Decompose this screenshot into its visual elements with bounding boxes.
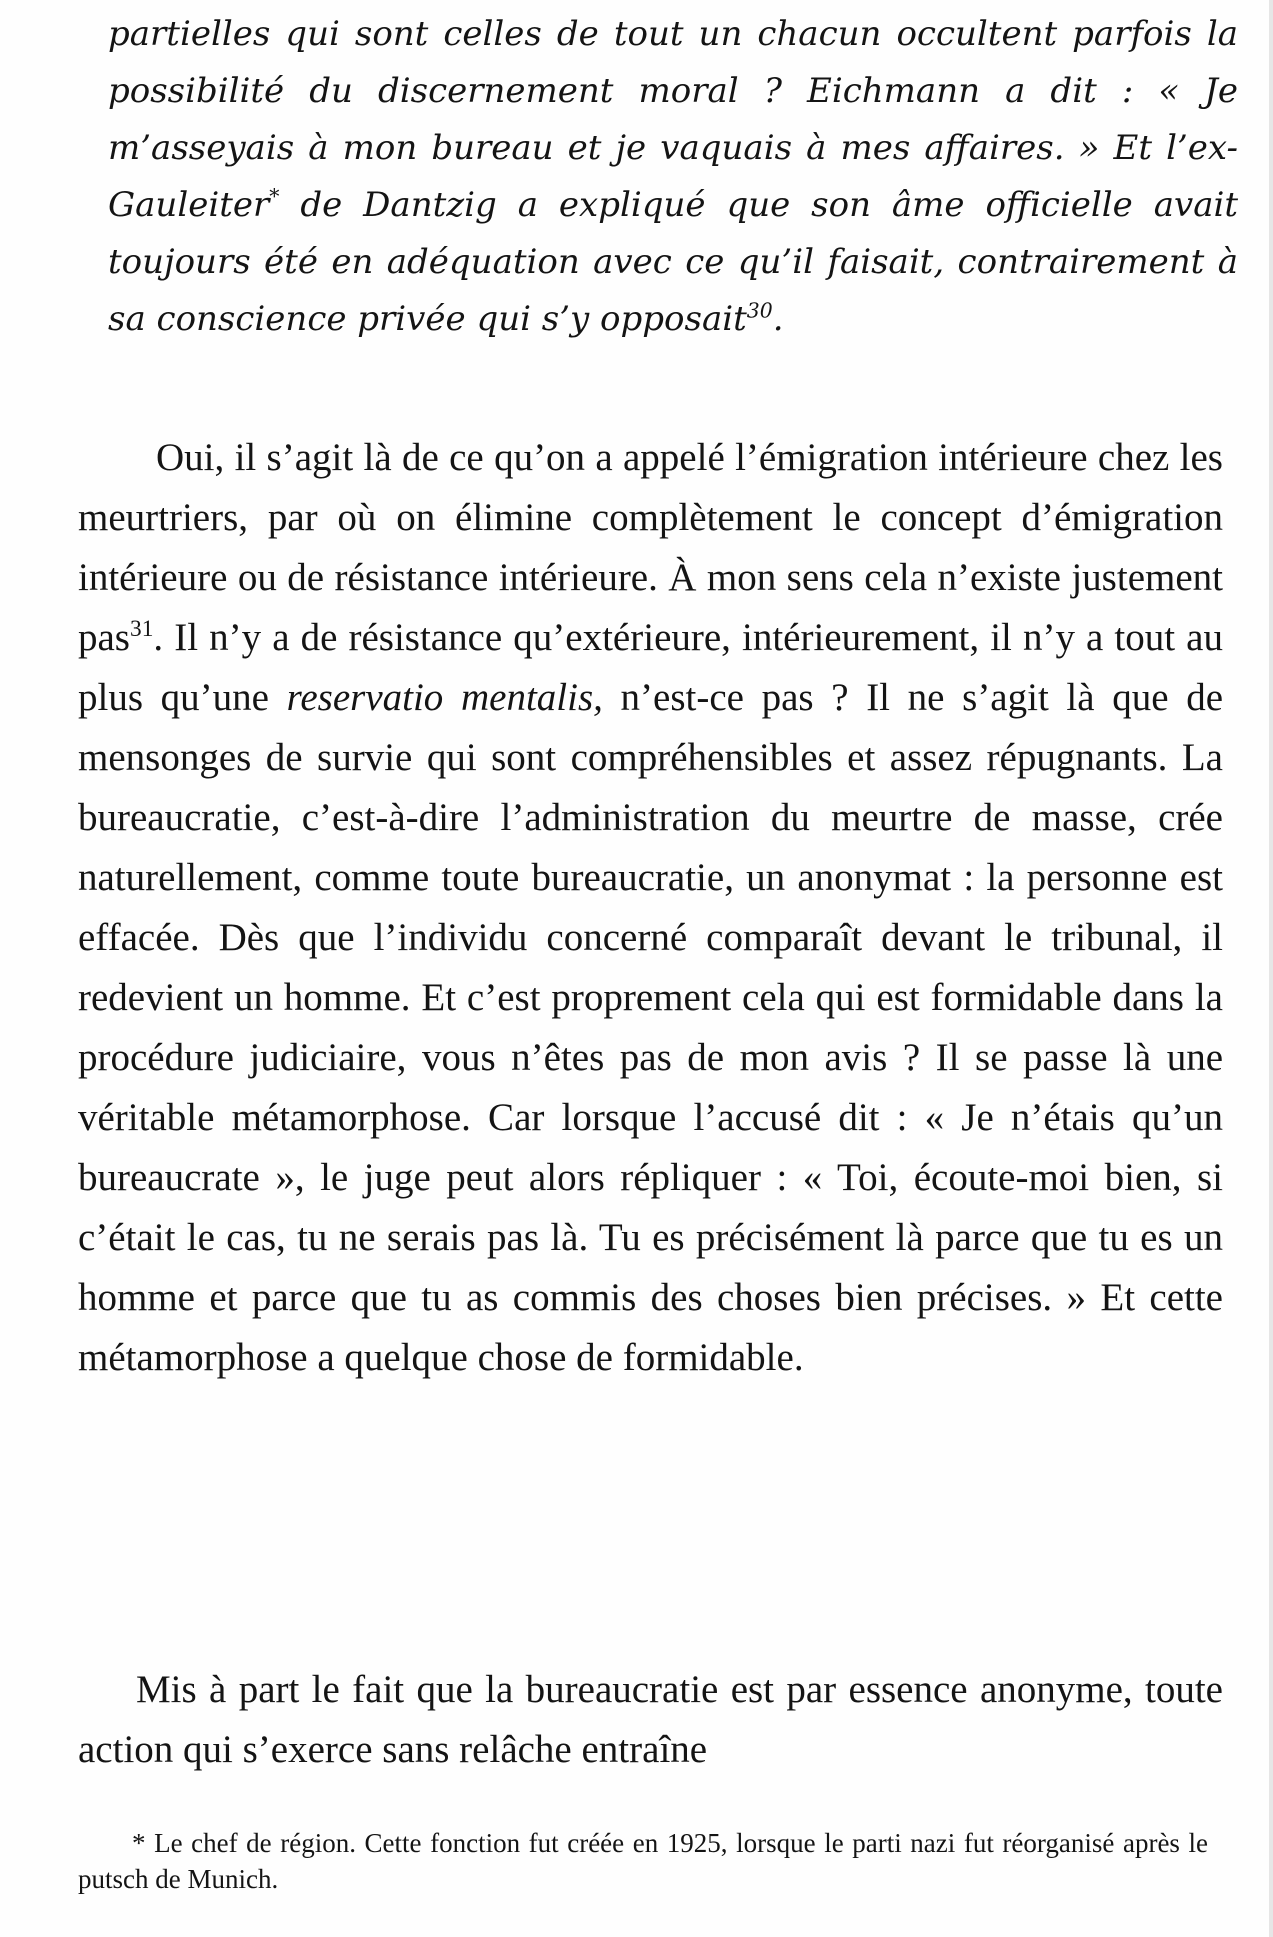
gauleiter-footnote-marker: * — [269, 184, 280, 209]
body-paragraph-2 — [78, 1660, 1223, 1780]
body-paragraph-1 — [78, 428, 1223, 1388]
page-footnote — [78, 1825, 1208, 1897]
paragraph-1-text-part-1: Oui, il s’agit là de ce qu’on a appelé l’émigration intérieure chez les meurtriers, par où on élimine complètement le concept d’émigration intérieure ou de résistance intérieure. À mon sens cela n’existe justement pas — [78, 436, 1223, 659]
note-reference-31: 31 — [130, 616, 154, 642]
quote-text-part-2: de Dantzig a expliqué que son âme officielle avait toujours été en adéquation avec ce qu’il faisait, contrairement à sa conscience privée qui s’y opposait — [108, 185, 1238, 339]
note-reference-30: 30 — [746, 298, 773, 323]
paragraph-2-text: Mis à part le fait que la bureaucratie est par essence anonyme, toute action qui s’exerce sans relâche entraîne — [78, 1668, 1223, 1771]
quote-text-part-1: partielles qui sont celles de tout un chacun occultent parfois la possibilité du discernement moral ? Eichmann a dit : « Je m’asseyais à mon bureau et je vaquais à mes affaires. » Et l’ex-Gauleiter — [108, 14, 1238, 225]
italic-latin-phrase: reservatio mentalis, — [286, 676, 603, 719]
paragraph-1-text-part-2: . Il n’y a de résistance qu’extérieure, intérieurement, il n’y a tout au plus qu’une — [78, 616, 1223, 719]
quote-text-part-3: . — [772, 299, 784, 339]
footnote-text: Le chef de région. Cette fonction fut créée en 1925, lorsque le parti nazi fut réorganisé après le putsch de Munich. — [78, 1828, 1208, 1894]
footnote-marker: * — [132, 1828, 146, 1858]
italic-quote-block — [108, 6, 1238, 348]
scan-edge-shadow — [1269, 0, 1273, 1937]
paragraph-1-text-part-3: n’est-ce pas ? Il ne s’agit là que de mensonges de survie qui sont compréhensibles et assez répugnants. La bureaucratie, c’est-à-dire l’administration du meurtre de masse, crée naturellement, comme toute bureaucratie, un anonymat : la personne est effacée. Dès que l’individu concerné comparaît devant le tribunal, il redevient un homme. Et c’est proprement cela qui est formidable dans la procédure judiciaire, vous n’êtes pas de mon avis ? Il se passe là une véritable métamorphose. Car lorsque l’accusé dit : « Je n’étais qu’un bureaucrate », le juge peut alors répliquer : « Toi, écoute-moi bien, si c’était le cas, tu ne serais pas là. Tu es précisément là parce que tu es un homme et parce que tu as commis des choses bien précises. » Et cette métamorphose a quelque chose de formidable. — [78, 676, 1224, 1379]
